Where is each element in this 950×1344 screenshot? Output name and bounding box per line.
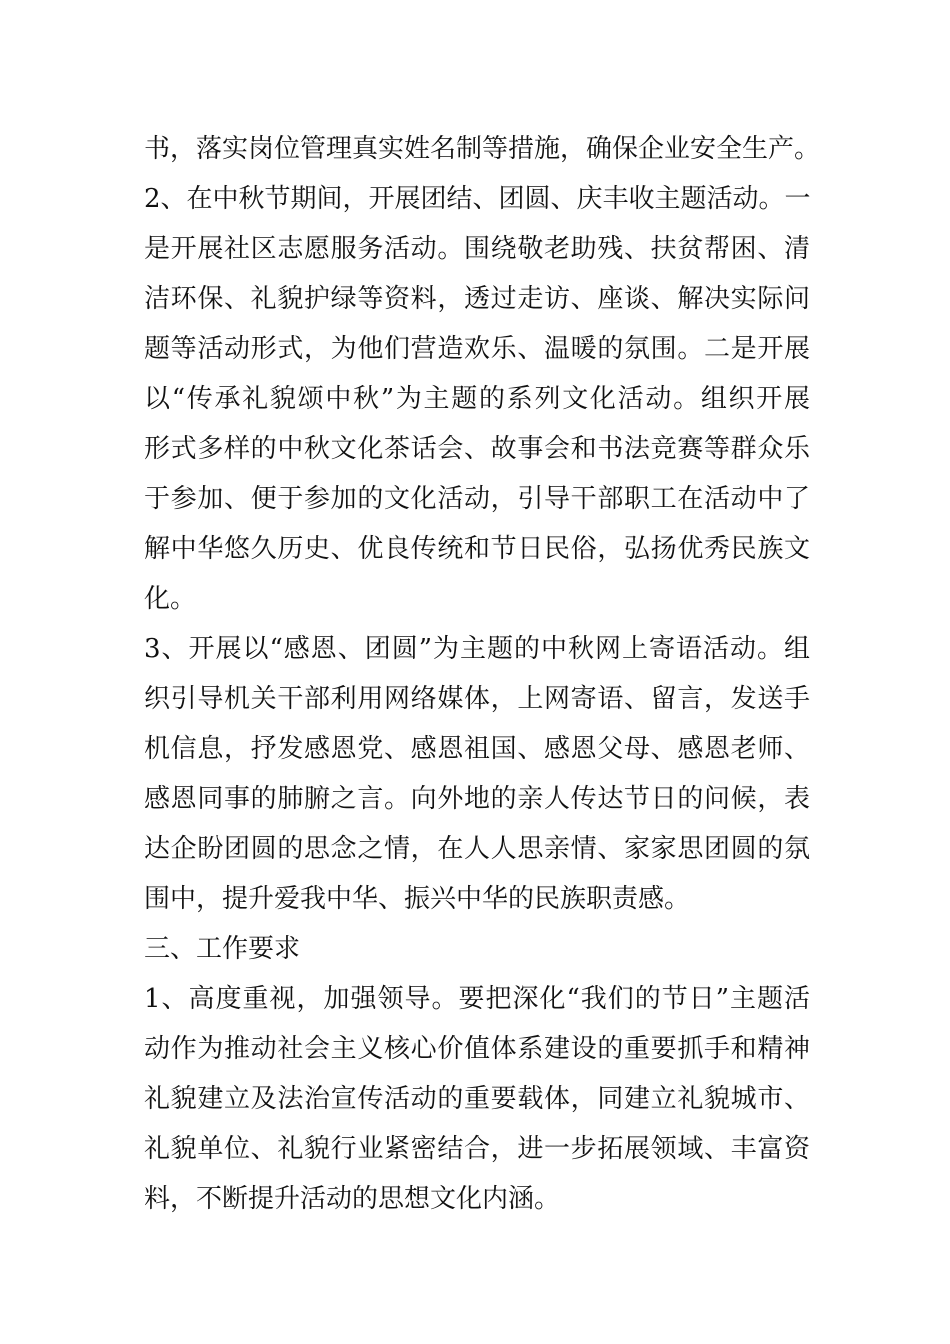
document-body [144, 124, 821, 1224]
text-line: 机信息，抒发感恩党、感恩祖国、感恩父母、感恩老师、 [144, 734, 810, 764]
text-line: 感恩同事的肺腑之言。向外地的亲人传达节日的问候，表 [144, 784, 810, 814]
text-line: 1、高度重视，加强领导。要把深化“我们的节日”主题活 [144, 984, 810, 1014]
text-line: 料，不断提升活动的思想文化内涵。 [144, 1184, 561, 1214]
text-line: 2、在中秋节期间，开展团结、团圆、庆丰收主题活动。一 [144, 184, 811, 214]
text-line: 礼貌建立及法治宣传活动的重要载体，同建立礼貌城市、 [144, 1084, 810, 1114]
text-line: 形式多样的中秋文化茶话会、故事会和书法竞赛等群众乐 [144, 434, 810, 464]
text-line: 洁环保、礼貌护绿等资料，透过走访、座谈、解决实际问 [144, 284, 810, 314]
section-heading: 三、工作要求 [144, 934, 301, 964]
text-line: 解中华悠久历史、优良传统和节日民俗，弘扬优秀民族文 [144, 534, 810, 564]
text-line: 化。 [144, 584, 197, 614]
text-line: 围中，提升爱我中华、振兴中华的民族职责感。 [144, 884, 691, 914]
text-line: 织引导机关干部利用网络媒体，上网寄语、留言，发送手 [144, 684, 810, 714]
text-line: 以“传承礼貌颂中秋”为主题的系列文化活动。组织开展 [144, 384, 810, 414]
text-line: 动作为推动社会主义核心价值体系建设的重要抓手和精神 [144, 1034, 810, 1064]
text-line: 题等活动形式，为他们营造欢乐、温暖的氛围。二是开展 [144, 334, 810, 364]
text-line: 达企盼团圆的思念之情，在人人思亲情、家家思团圆的氛 [144, 834, 810, 864]
text-line: 于参加、便于参加的文化活动，引导干部职工在活动中了 [144, 484, 810, 514]
text-line: 是开展社区志愿服务活动。围绕敬老助残、扶贫帮困、清 [144, 234, 810, 264]
text-line: 书，落实岗位管理真实姓名制等措施，确保企业安全生产。 [144, 134, 821, 164]
text-line: 3、开展以“感恩、团圆”为主题的中秋网上寄语活动。组 [144, 634, 810, 664]
text-line: 礼貌单位、礼貌行业紧密结合，进一步拓展领域、丰富资 [144, 1134, 810, 1164]
